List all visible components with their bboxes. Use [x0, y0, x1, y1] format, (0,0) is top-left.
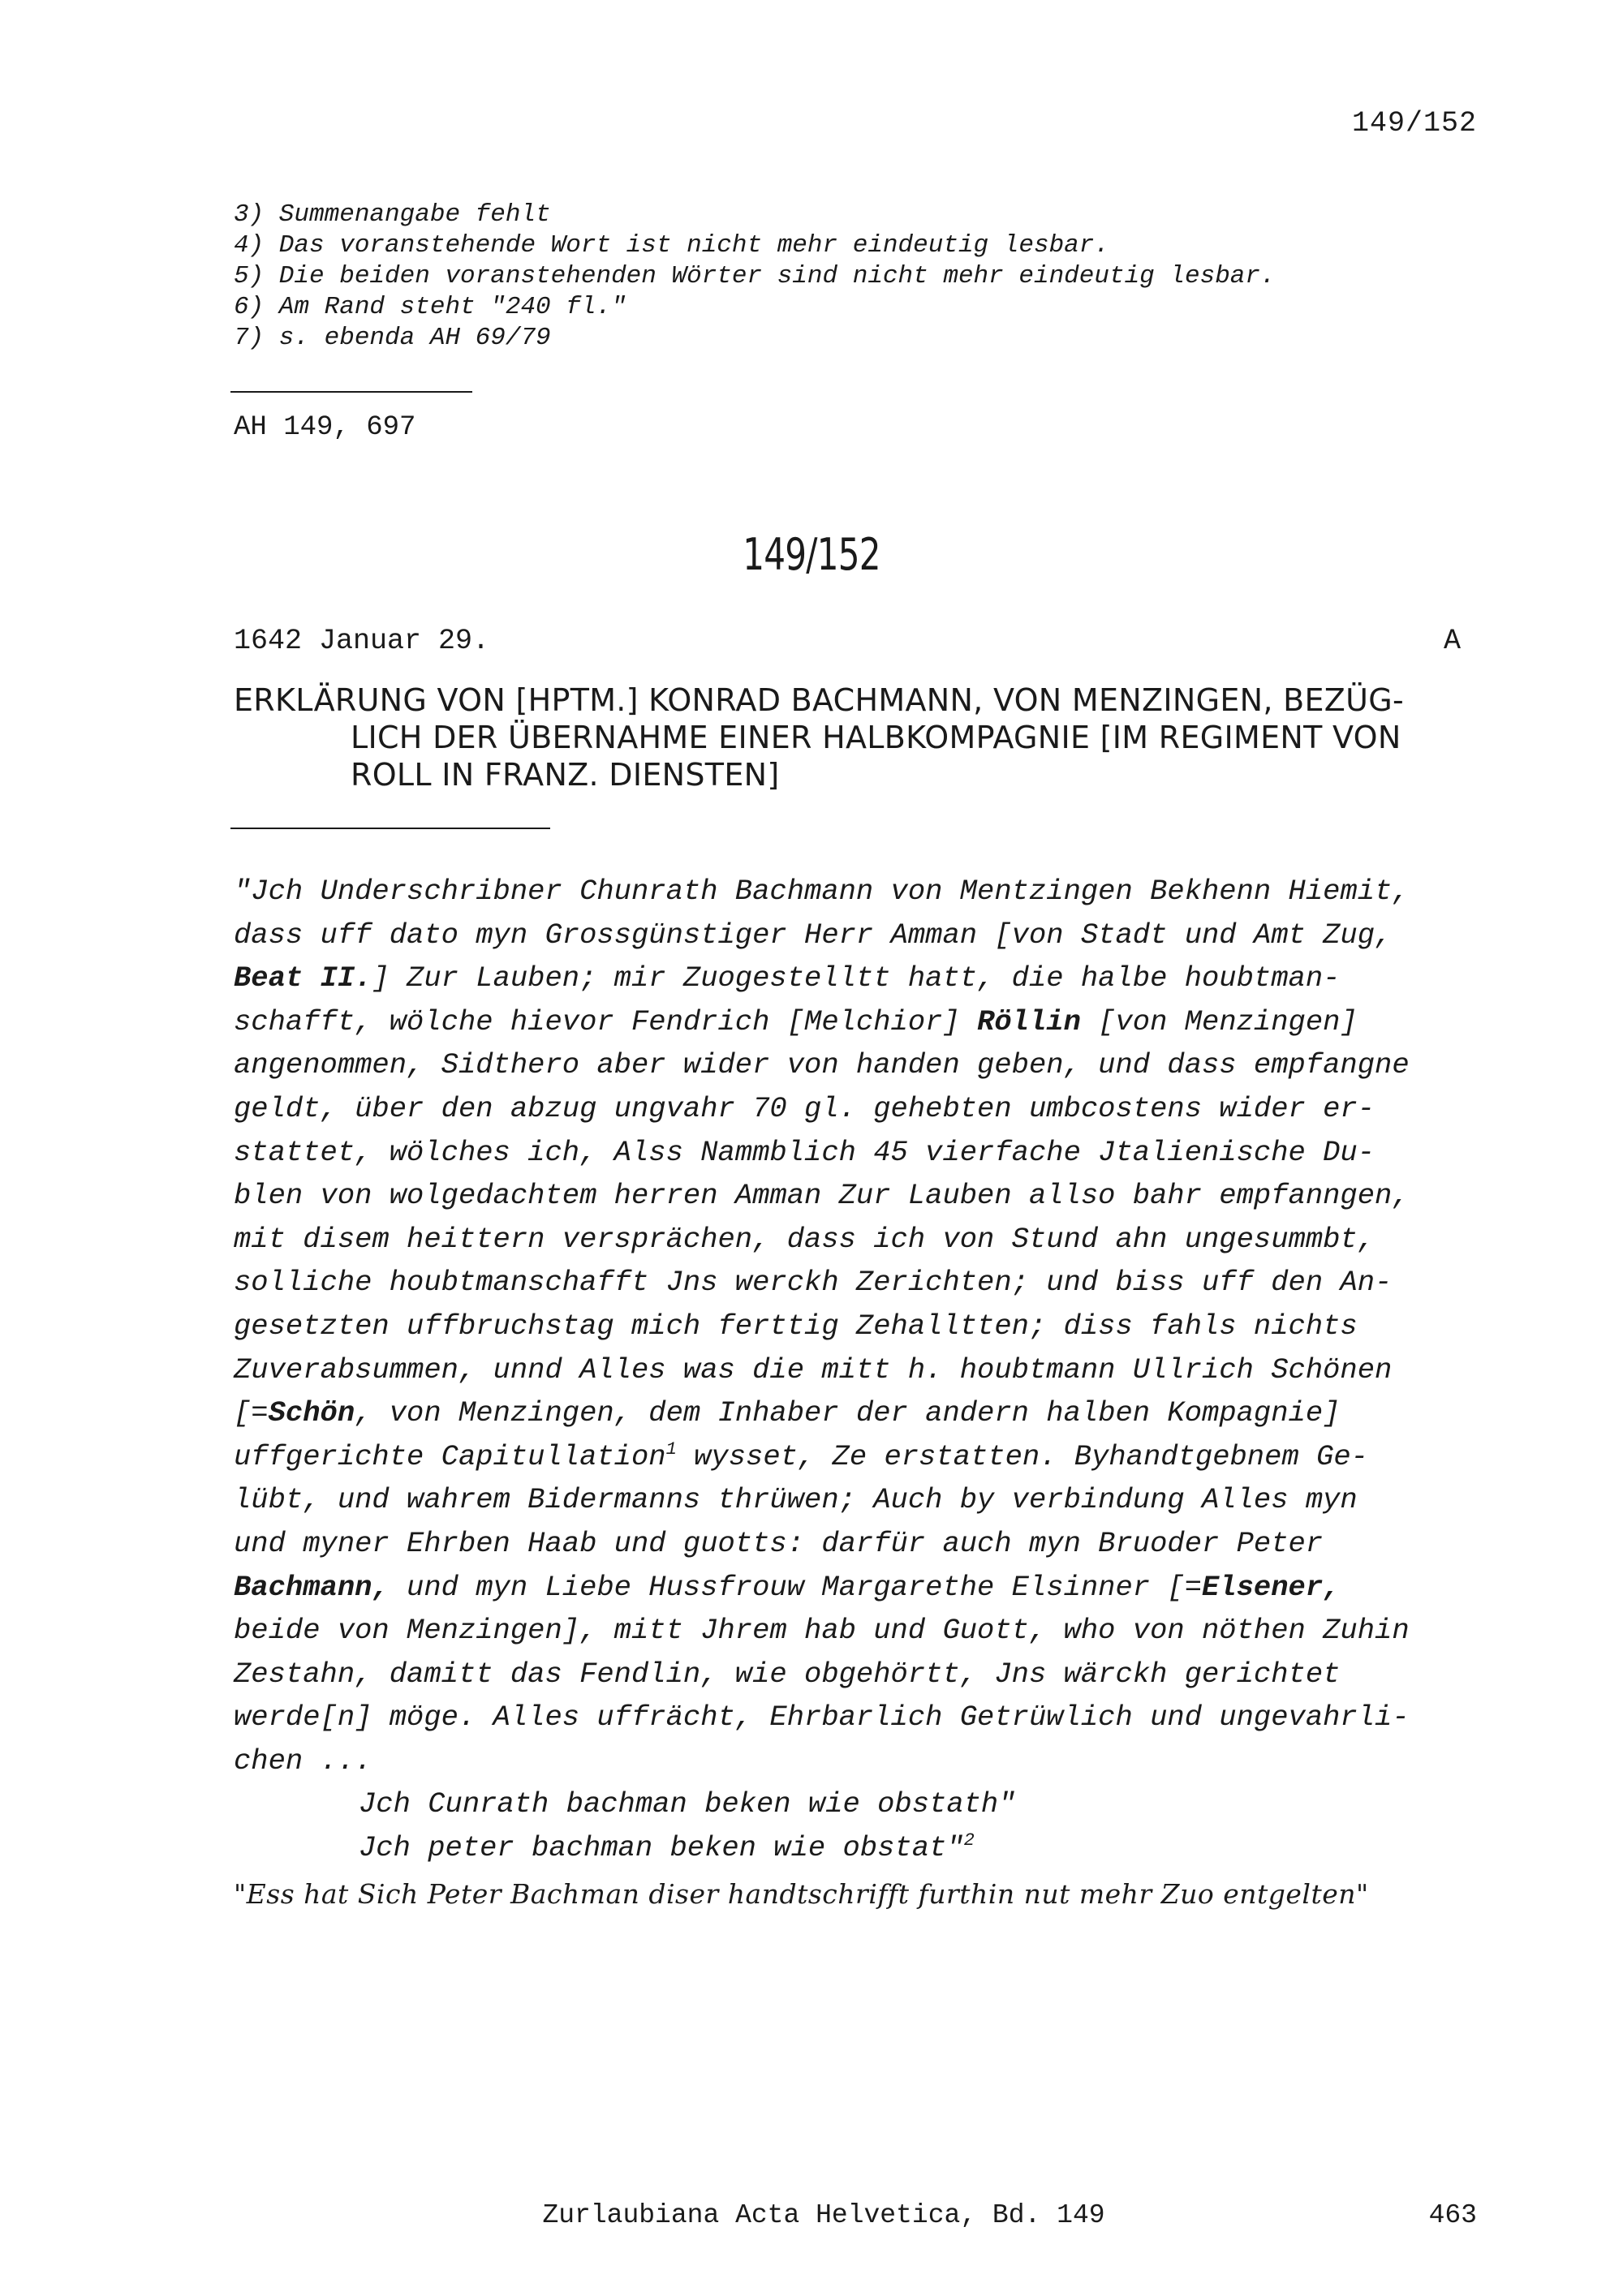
divider — [230, 391, 472, 393]
emphasized-name: Beat II. — [234, 961, 372, 995]
signature-line: Jch Cunrath bachman beken wie obstath" — [359, 1787, 1016, 1821]
running-page-number: 149/152 — [1351, 107, 1477, 140]
text-segment: Jch peter bachman beken wie obstat" — [359, 1831, 964, 1865]
text-line: Zuverabsummen, unnd Alles was die mitt h. houbtmann Ullrich Schönen — [234, 1352, 1393, 1387]
text-segment: , von Menzingen, dem Inhaber der andern halben Kompagnie] — [355, 1396, 1341, 1430]
divider — [230, 828, 550, 829]
text-line — [234, 1000, 1410, 1044]
footnote-item: 7) s. ebenda AH 69/79 — [234, 324, 551, 352]
signature-line — [234, 1826, 1410, 1870]
footer-page-number: 463 — [1428, 2200, 1477, 2230]
text-line — [234, 1566, 1410, 1610]
emphasized-name: Bachmann, — [234, 1570, 390, 1604]
emphasized-name: Röllin — [977, 1004, 1081, 1038]
text-line — [234, 957, 1410, 1000]
footer-publication-title: Zurlaubiana Acta Helvetica, Bd. 149 — [542, 2200, 1105, 2230]
emphasized-name: Elsener, — [1202, 1570, 1341, 1604]
document-classification: A — [1443, 625, 1461, 657]
footnote-list — [234, 200, 1276, 354]
text-line: "Jch Underschribner Chunrath Bachmann von Mentzingen Bekhenn Hiemit, — [234, 875, 1410, 908]
text-segment: und myn Liebe Hussfrouw Margarethe Elsinner [= — [389, 1570, 1202, 1604]
text-line: dass uff dato myn Grossgünstiger Herr Amman [von Stadt und Amt Zug, — [234, 918, 1393, 952]
text-line: werde[n] möge. Alles uffrächt, Ehrbarlich Getrüwlich und ungevahrli- — [234, 1701, 1410, 1735]
footnote-marker: 2 — [963, 1830, 975, 1851]
text-line: chen ... — [234, 1743, 372, 1778]
footnote-item: 3) Summenangabe fehlt — [234, 200, 551, 229]
text-line: und myner Ehrben Haab und guotts: darfür auch myn Bruoder Peter — [234, 1526, 1324, 1560]
transcription-body — [234, 870, 1410, 1870]
text-line: angenommen, Sidthero aber wider von handen geben, und dass empfangne — [234, 1048, 1410, 1082]
text-segment: ] Zur Lauben; mir Zuogestelltt hatt, die halbe houbtman- — [372, 961, 1341, 995]
text-line: blen von wolgedachtem herren Amman Zur Lauben allso bahr empfanngen, — [234, 1179, 1410, 1213]
text-segment: wysset, Ze erstatten. Byhandtgebnem Ge- — [676, 1439, 1368, 1473]
text-line: gesetzten uffbruchstag mich ferttig Zehalltten; diss fahls nichts — [234, 1309, 1358, 1343]
text-line: solliche houbtmanschafft Jns werckh Zerichten; und biss uff den An- — [234, 1266, 1393, 1300]
text-segment: uffgerichte Capitullation — [234, 1439, 666, 1473]
text-line: beide von Menzingen], mitt Jhrem hab und Guott, who von nöthen Zuhin — [234, 1614, 1410, 1648]
text-line: lübt, und wahrem Bidermanns thrüwen; Auch by verbindung Alles myn — [234, 1483, 1358, 1517]
text-segment: schafft, wölche hievor Fendrich [Melchior] — [234, 1004, 978, 1038]
handwritten-note: "Ess hat Sich Peter Bachman diser handtschrifft furthin nut mehr Zuo entgelten" — [234, 1878, 1369, 1910]
text-segment: [von Menzingen] — [1080, 1004, 1358, 1038]
text-line: geldt, über den abzug ungvahr 70 gl. gehebten umbcostens wider er- — [234, 1091, 1375, 1125]
footnote-item: 6) Am Rand steht "240 fl." — [234, 293, 626, 321]
footnote-item: 4) Das voranstehende Wort ist nicht mehr eindeutig lesbar. — [234, 231, 1109, 260]
text-line — [234, 1391, 1410, 1435]
text-line — [234, 1435, 1410, 1479]
text-line: stattet, wölches ich, Alss Nammblich 45 vierfache Jtalienische Du- — [234, 1135, 1375, 1169]
document-date: 1642 Januar 29. — [234, 625, 490, 657]
footnote-marker: 1 — [665, 1438, 677, 1460]
text-segment: [= — [234, 1396, 269, 1430]
document-number-heading: 149/152 — [743, 529, 880, 580]
text-line: Zestahn, damitt das Fendlin, wie obgehörtt, Jns wärckh gerichtet — [234, 1657, 1341, 1691]
emphasized-name: Schön — [268, 1396, 355, 1430]
source-reference: AH 149, 697 — [234, 412, 416, 443]
text-line: mit disem heittern versprächen, dass ich von Stund ahn ungesummbt, — [234, 1222, 1375, 1256]
document-title: ERKLÄRUNG VON [HPTM.] KONRAD BACHMANN, VON MENZINGEN, BEZÜG-LICH DER ÜBERNAHME EINER HALBKOMPAGNIE [IM REGIMENT VON ROLL IN FRANZ. DIENSTEN] — [234, 682, 1404, 793]
footnote-item: 5) Die beiden voranstehenden Wörter sind nicht mehr eindeutig lesbar. — [234, 262, 1276, 290]
